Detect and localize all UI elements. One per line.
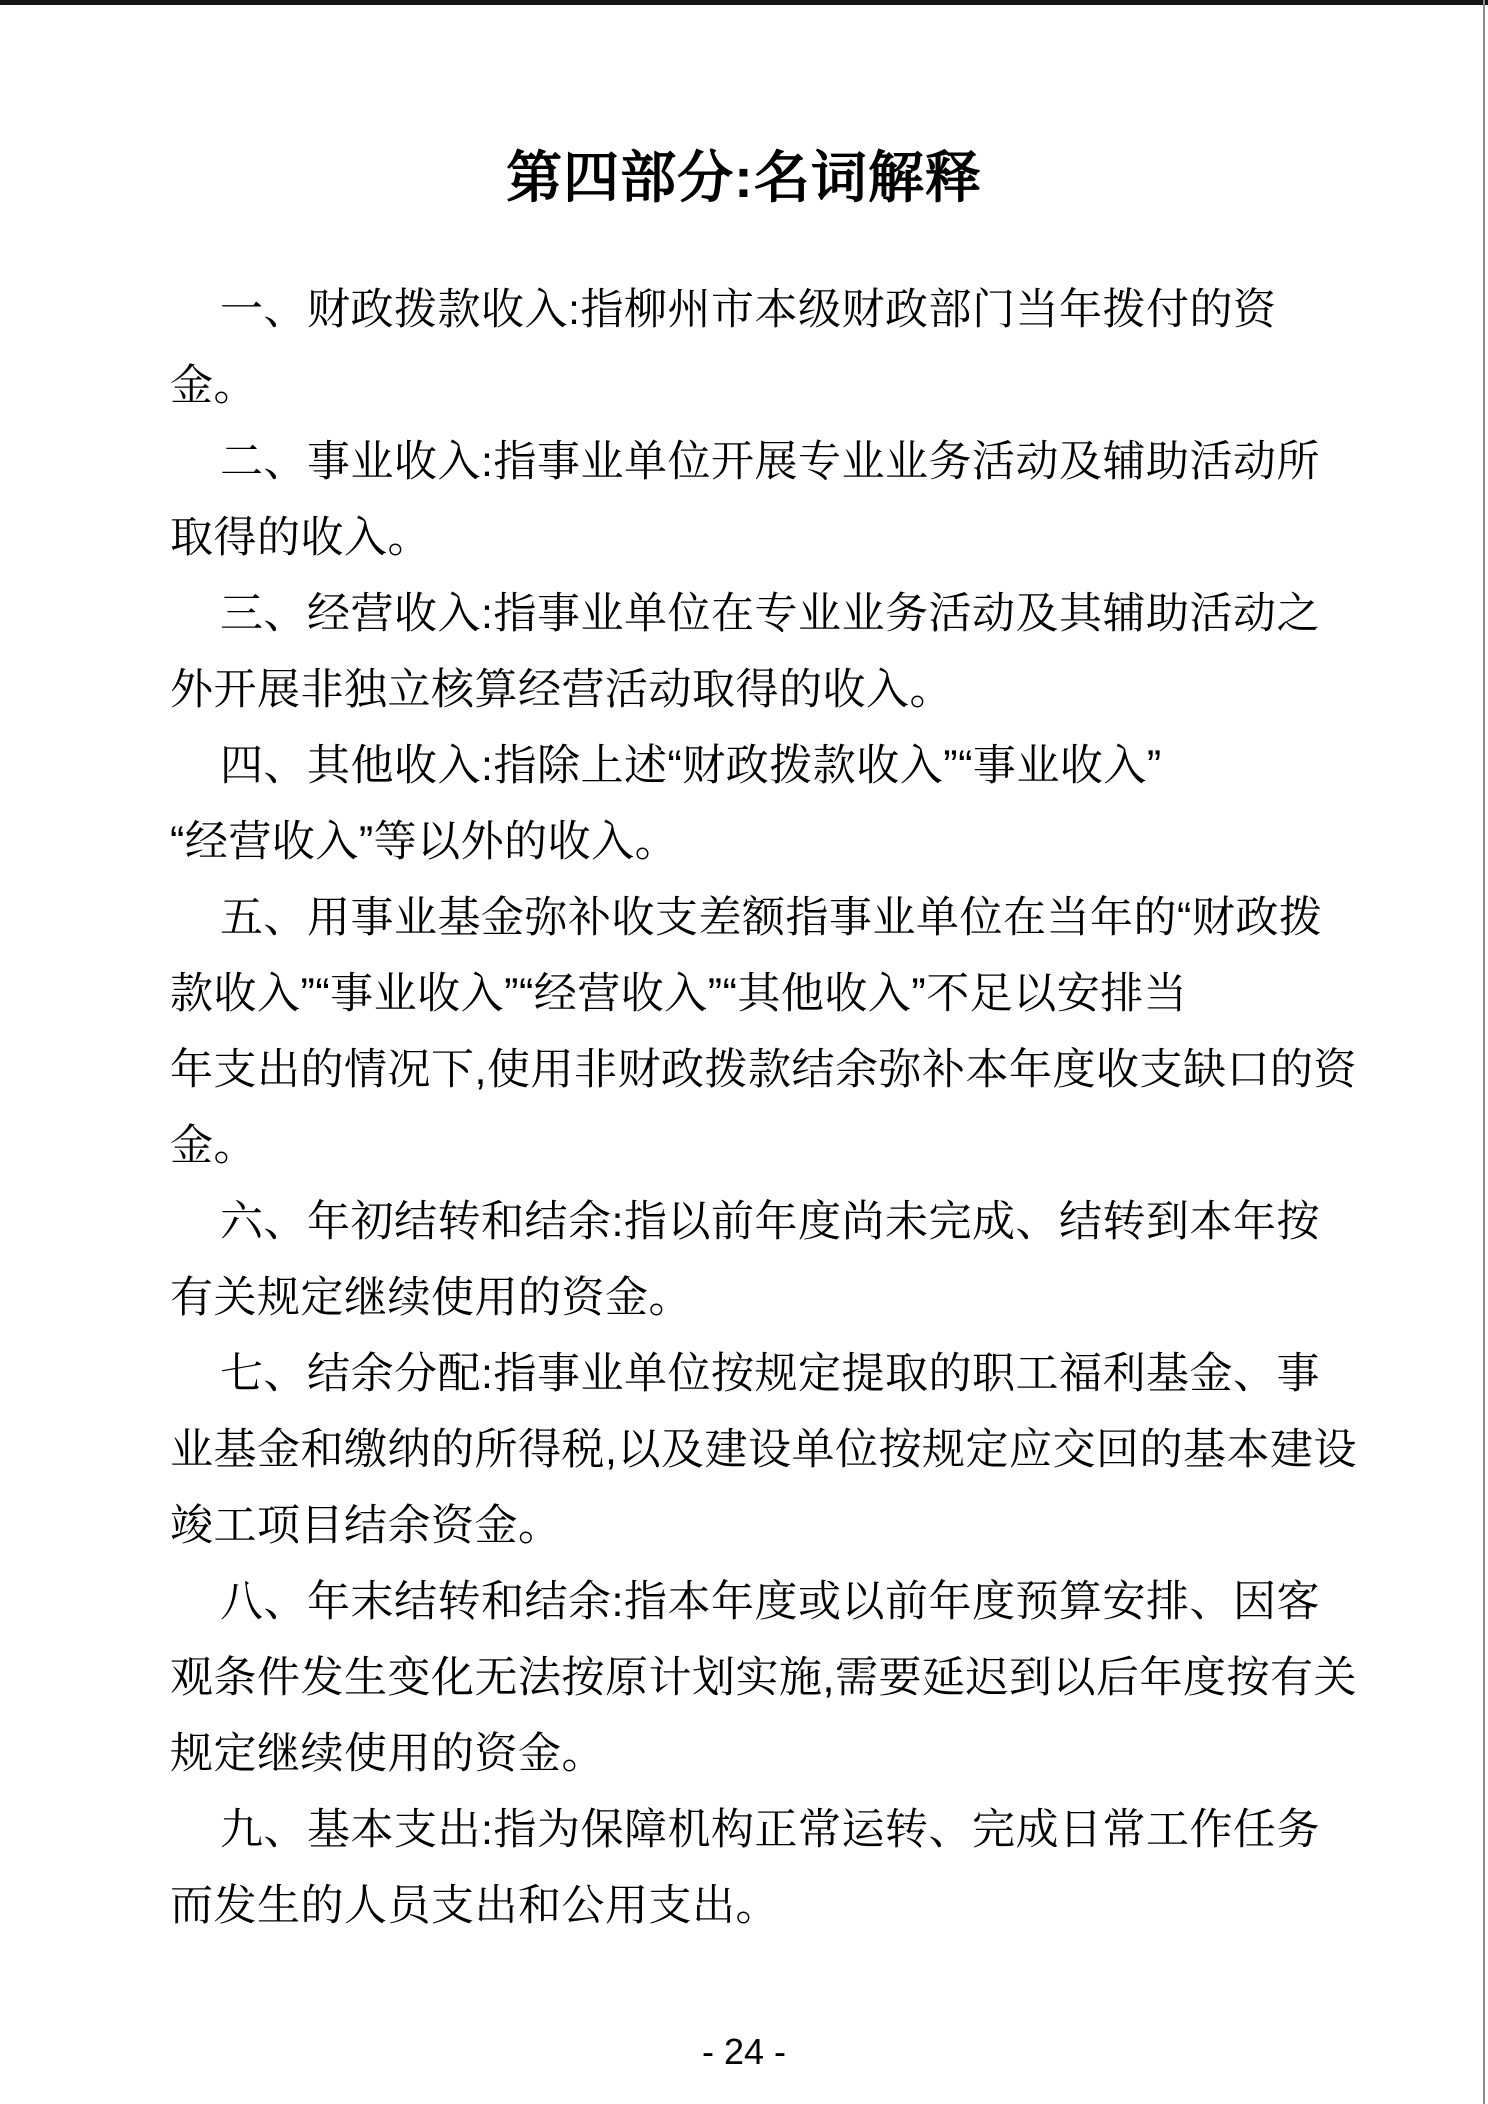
- paragraph-line: 金。: [170, 1122, 257, 1170]
- paragraph-first-line: 九、基本支出:指为保障机构正常运转、完成日常工作任务: [220, 1806, 1320, 1854]
- page-number: - 24 -: [701, 2031, 787, 2072]
- paragraph-line: “经营收入”等以外的收入。: [170, 818, 679, 866]
- document-body: [170, 272, 1357, 1944]
- paragraph-line: 金。: [170, 362, 257, 410]
- paragraph-line: 规定继续使用的资金。: [170, 1730, 605, 1778]
- paragraph-first-line: 三、经营收入:指事业单位在专业业务活动及其辅助活动之: [220, 590, 1320, 638]
- paragraph-line: 竣工项目结余资金。: [170, 1502, 562, 1550]
- paragraph-line: 业基金和缴纳的所得税,以及建设单位按规定应交回的基本建设: [170, 1426, 1357, 1474]
- paragraph-line: 而发生的人员支出和公用支出。: [170, 1882, 779, 1930]
- paragraph-line: 年支出的情况下,使用非财政拨款结余弥补本年度收支缺口的资: [170, 1046, 1357, 1094]
- paragraph-first-line: 五、用事业基金弥补收支差额指事业单位在当年的“财政拨: [220, 894, 1323, 942]
- paragraph-first-line: 二、事业收入:指事业单位开展专业业务活动及辅助活动所: [220, 438, 1320, 486]
- paragraph-first-line: 四、其他收入:指除上述“财政拨款收入”“事业收入”: [220, 742, 1162, 790]
- paragraph-first-line: 六、年初结转和结余:指以前年度尚未完成、结转到本年按: [220, 1198, 1320, 1246]
- paragraph-line: 取得的收入。: [170, 514, 431, 562]
- paragraph-first-line: 八、年末结转和结余:指本年度或以前年度预算安排、因客: [220, 1578, 1320, 1626]
- paragraph-line: 观条件发生变化无法按原计划实施,需要延迟到以后年度按有关: [170, 1654, 1357, 1702]
- paragraph-line: 外开展非独立核算经营活动取得的收入。: [170, 666, 953, 714]
- paragraph-first-line: 一、财政拨款收入:指柳州市本级财政部门当年拨付的资: [220, 286, 1277, 334]
- right-edge-line: [1483, 0, 1485, 2104]
- top-border-bar: [0, 0, 1488, 5]
- paragraph-line: 有关规定继续使用的资金。: [170, 1274, 692, 1322]
- paragraph-first-line: 七、结余分配:指事业单位按规定提取的职工福利基金、事: [220, 1350, 1320, 1398]
- page-title: 第四部分:名词解释: [506, 146, 982, 209]
- paragraph-line: 款收入”“事业收入”“经营收入”“其他收入”不足以安排当: [170, 970, 1188, 1018]
